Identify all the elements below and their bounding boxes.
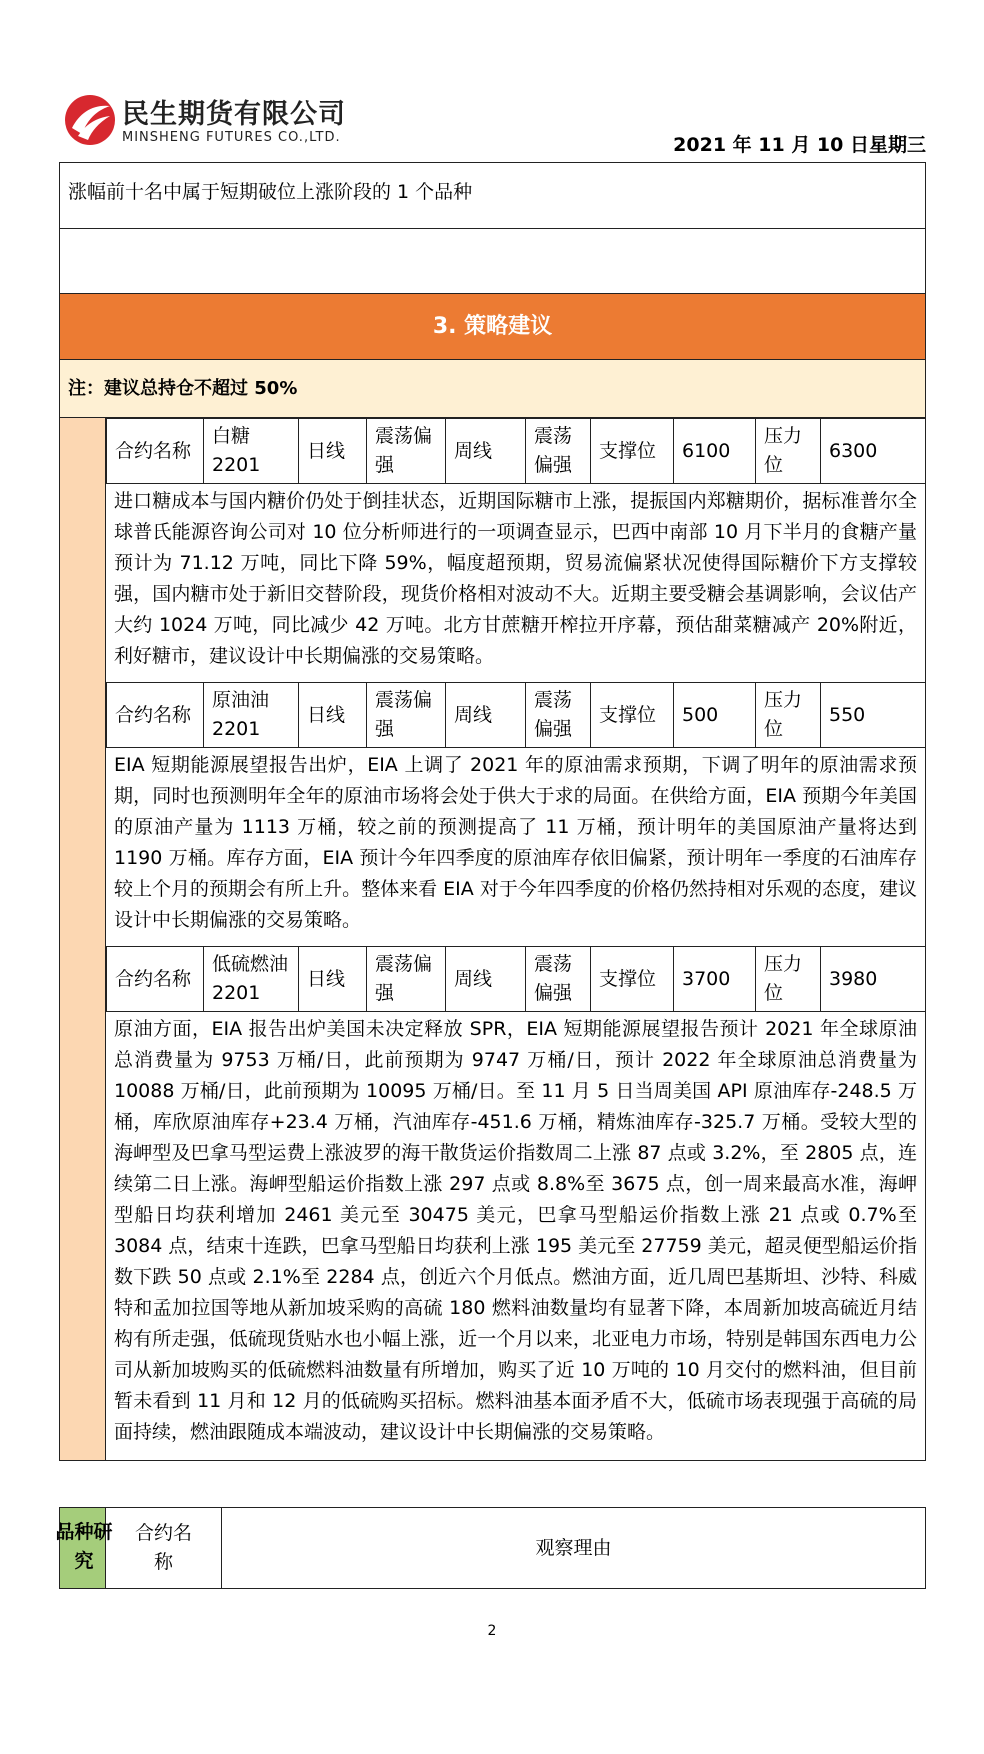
note-row (60, 360, 925, 418)
weekly-label: 周线 (446, 419, 526, 484)
contract-label: 合约名称 (107, 683, 204, 748)
company-logo-icon (64, 94, 116, 146)
daily-label: 日线 (299, 947, 367, 1012)
strategy-table (59, 162, 926, 1461)
support-label: 支撑位 (591, 683, 674, 748)
section-header (60, 294, 925, 360)
support-label: 支撑位 (591, 419, 674, 484)
support-value: 3700 (674, 947, 756, 1012)
note-text: 注：建议总持仓不超过 50% (68, 378, 298, 399)
weekly-trend: 震荡偏强 (526, 419, 591, 484)
analysis-text: EIA 短期能源展望报告出炉，EIA 上调了 2021 年的原油需求预期，下调了明年的原油需求预期，同时也预测明年全年的原油市场将会处于供大于求的局面。在供给方面，EIA 预期今年美国的原油产量为 1113 万桶，较之前的预测提高了 11 万桶，预计明年的美国原油产量将达到 1190 万桶。库存方面，EIA 预计今年四季度的原油库存依旧偏紧，预计明年一季度的石油库存较上个月的预期会有所上升。整体来看 EIA 对于今年四季度的价格仍然持相对乐观的态度，建议设计中长期偏涨的交易策略。 (114, 754, 918, 931)
support-label: 支撑位 (591, 947, 674, 1012)
side-column (60, 418, 106, 1460)
support-value: 500 (674, 683, 756, 748)
contract-name: 白糖 2201 (204, 419, 299, 484)
research-table-header (55, 1507, 926, 1589)
support-value: 6100 (674, 419, 756, 484)
analysis-text: 进口糖成本与国内糖价仍处于倒挂状态，近期国际糖市上涨，提振国内郑糖期价，据标准普尔全球普氏能源咨询公司对 10 位分析师进行的一项调查显示，巴西中南部 10 月下半月的食糖产量预计为 71.12 万吨，同比下降 59%，幅度超预期，贸易流偏紧状况使得国际糖价下方支撑较强，国内糖市处于新旧交替阶段，现货价格相对波动不大。近期主要受糖会基调影响，会议估产大约 1024 万吨，同比减少 42 万吨。北方甘蔗糖开榨拉开序幕，预估甜菜糖减产 20%附近，利好糖市，建议设计中长期偏涨的交易策略。 (114, 490, 917, 667)
contract-spec-row (106, 946, 926, 1012)
blank-row (60, 229, 925, 294)
weekly-label: 周线 (446, 947, 526, 1012)
top-summary-text: 涨幅前十名中属于短期破位上涨阶段的 1 个品种 (68, 181, 473, 203)
contract-label: 合约名称 (107, 947, 204, 1012)
pressure-value: 550 (821, 683, 926, 748)
page-number: 2 (487, 1623, 497, 1639)
company-name-cn: 民生期货有限公司 (122, 99, 346, 130)
col-contract-name (106, 1508, 222, 1588)
pressure-label: 压力位 (756, 683, 821, 748)
analysis-text: 原油方面，EIA 报告出炉美国未决定释放 SPR，EIA 短期能源展望报告预计 2021 年全球原油总消费量为 9753 万桶/日，此前预期为 9747 万桶/日，预计 2022 年全球原油总消费量为 10088 万桶/日，此前预期为 10095 万桶/日。至 11 月 5 日当周美国 API 原油库存-248.5 万桶，库欣原油库存+23.4 万桶，汽油库存-451.6 万桶，精炼油库存-325.7 万桶。受较大型的海岬型及巴拿马型运费上涨波罗的海干散货运价指数周二上涨 87 点或 3.2%，至 2805 点，连续第二日上涨。海岬型船运价指数上涨 297 点或 8.8%至 3675 点，创一周来最高水准，海岬型船日均获利增加 2461 美元至 30475 美元，巴拿马型船运价指数上涨 21 点或 0.7%至 3084 点，结束十连跌，巴拿马型船日均获利上涨 195 美元至 27759 美元，超灵便型船运价指数下跌 50 点或 2.1%至 2284 点，创近六个月低点。燃油方面，近几周巴基斯坦、沙特、科威特和孟加拉国等地从新加坡采购的高硫 180 燃料油数量均有显著下降，本周新加坡高硫近月结构有所走强，低硫现货贴水也小幅上涨，近一个月以来，北亚电力市场，特别是韩国东西电力公司从新加坡购买的低硫燃料油数量有所增加，购买了近 10 万吨的 10 月交付的燃料油，但目前暂未看到 11 月和 12 月的低硫购买招标。燃料油基本面矛盾不大，低硫市场表现强于高硫的局面持续，燃油跟随成本端波动，建议设计中长期偏涨的交易策略。 (114, 1018, 917, 1443)
contract-spec-row (106, 418, 926, 484)
col-reason (222, 1508, 925, 1588)
daily-label: 日线 (299, 419, 367, 484)
pressure-label: 压力位 (756, 947, 821, 1012)
contract-name: 低硫燃油 2201 (204, 947, 299, 1012)
pressure-label: 压力位 (756, 419, 821, 484)
daily-trend: 震荡偏强 (367, 683, 446, 748)
section-title: 3. 策略建议 (432, 314, 553, 339)
pressure-value: 3980 (821, 947, 926, 1012)
top-summary-row (60, 163, 925, 229)
daily-label: 日线 (299, 683, 367, 748)
weekly-label: 周线 (446, 683, 526, 748)
weekly-trend: 震荡偏强 (526, 947, 591, 1012)
company-name-en: MINSHENG FUTURES CO.,LTD. (122, 130, 341, 145)
weekly-trend: 震荡偏强 (526, 683, 591, 748)
report-date: 2021 年 11 月 10 日星期三 (673, 134, 926, 156)
research-side-text: 品种研究 (55, 1521, 113, 1572)
research-side-label (55, 1508, 113, 1588)
contract-spec-row (106, 682, 926, 748)
col-contract-name-label: 合约名称 (134, 1522, 192, 1573)
pressure-value: 6300 (821, 419, 926, 484)
col-reason-label: 观察理由 (535, 1537, 612, 1559)
contract-label: 合约名称 (107, 419, 204, 484)
company-logo (64, 88, 364, 152)
daily-trend: 震荡偏强 (367, 947, 446, 1012)
daily-trend: 震荡偏强 (367, 419, 446, 484)
contract-name: 原油油 2201 (204, 683, 299, 748)
